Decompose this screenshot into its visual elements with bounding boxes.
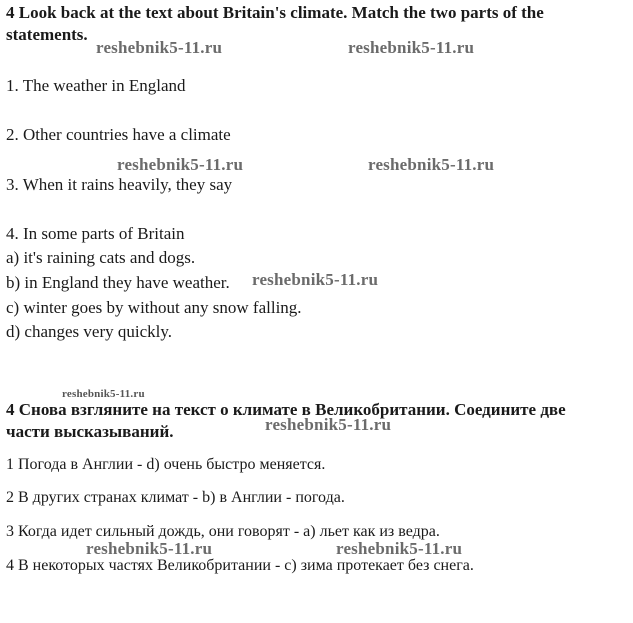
heading-ru-line-2: части высказываний.: [6, 422, 174, 441]
answer-3: 3 Когда идет сильный дождь, они говорят - a) льет как из ведра.: [6, 523, 440, 540]
watermark: reshebnik5-11.ru: [96, 38, 223, 57]
heading-line-2: statements.: [6, 25, 88, 44]
answer-4: 4 В некоторых частях Великобритании - c) зима протекает без снега.: [6, 557, 474, 574]
option-a: a) it's raining cats and dogs.: [6, 248, 196, 267]
watermark: reshebnik5-11.ru: [265, 415, 392, 434]
answer-2: 2 В других странах климат - b) в Англии - погода.: [6, 489, 345, 506]
heading-line-1: 4 Look back at the text about Britain's climate. Match the two parts of the: [6, 3, 544, 22]
watermark: reshebnik5-11.ru: [368, 155, 495, 174]
watermark: reshebnik5-11.ru: [252, 270, 379, 289]
stem-2: 2. Other countries have a climate: [6, 125, 231, 144]
watermark: reshebnik5-11.ru: [86, 539, 213, 558]
option-b: b) in England they have weather.: [6, 273, 230, 292]
stem-1: 1. The weather in England: [6, 76, 186, 95]
watermark: reshebnik5-11.ru: [336, 539, 463, 558]
answer-1: 1 Погода в Англии - d) очень быстро меняется.: [6, 456, 326, 473]
option-c: c) winter goes by without any snow falling.: [6, 298, 302, 317]
stem-3: 3. When it rains heavily, they say: [6, 175, 233, 194]
option-d: d) changes very quickly.: [6, 322, 173, 341]
watermark: reshebnik5-11.ru: [348, 38, 475, 57]
stem-4: 4. In some parts of Britain: [6, 224, 185, 243]
watermark: reshebnik5-11.ru: [117, 155, 244, 174]
watermark: reshebnik5-11.ru: [62, 388, 145, 400]
heading-ru-line-1: 4 Снова взгляните на текст о климате в Великобритании. Соедините две: [6, 400, 566, 419]
